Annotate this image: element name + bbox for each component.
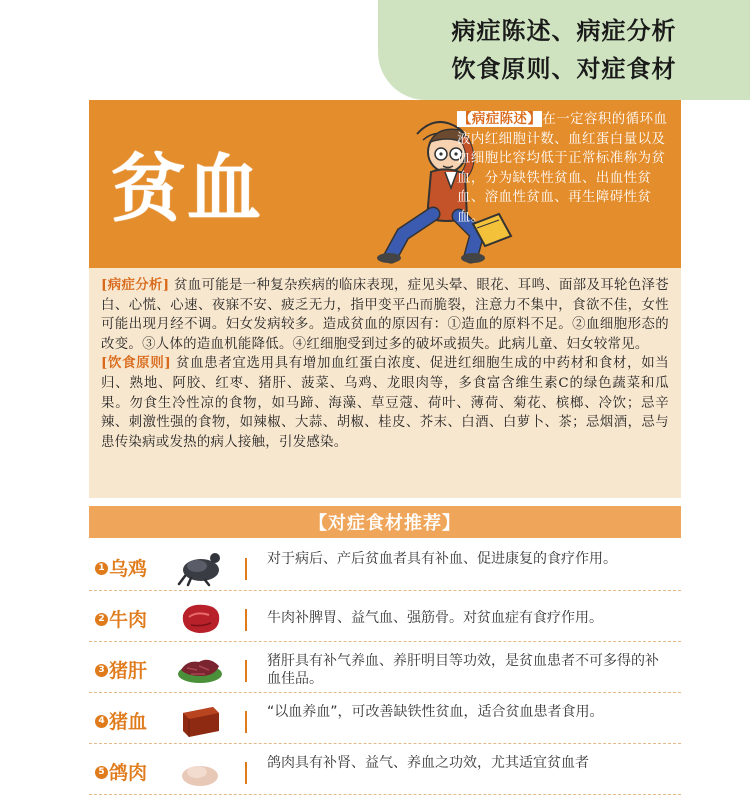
diet-text: 贫血患者宜选用具有增加血红蛋白浓度、促进红细胞生成的中药材和食材，如当归、熟地、阿胶、红枣、猪肝、菠菜、乌鸡、龙眼肉等，多食富含维生素C的绿色蔬菜和瓜果。勿食生冷性凉的食物，如马蹄、海藻、草豆蔻、荷叶、薄荷、菊花、槟榔、冷饮；忌辛辣、刺激性强的食物，如辣椒、大蒜、胡椒、桂皮、芥末、白酒、白萝卜、茶；忌烟酒，忌与患传染病或发热的病人接触，引发感染。 <box>101 356 669 450</box>
food-name: 猪血 <box>109 711 148 733</box>
divider <box>245 762 247 784</box>
food-name: 牛肉 <box>109 609 148 631</box>
pork-liver-icon <box>175 648 225 688</box>
item-number: 1 <box>95 562 108 575</box>
recommend-section-title: 【对症食材推荐】 <box>89 506 681 538</box>
divider <box>245 660 247 682</box>
item-number: 5 <box>95 766 108 779</box>
analysis-text: 贫血可能是一种复杂疾病的临床表现，症见头晕、眼花、耳鸣、面部及耳轮色泽苍白、心慌、心速、夜寐不安、疲乏无力，指甲变平凸而脆裂，注意力不集中，食欲不佳，女性可能出现月经不调。妇女发病较多。造成贫血的原因有：①造血的原料不足。②血细胞形态的改变。③人体的造血机能降低。④红细胞受到过多的破坏或损失。此病儿童、妇女较常见。 <box>101 278 669 352</box>
header-badge <box>378 0 750 100</box>
list-item <box>89 693 681 744</box>
page-title: 贫血 <box>111 146 263 232</box>
analysis-tag: [病症分析] <box>101 277 170 293</box>
food-description: 猪肝具有补气养血、养肝明目等功效，是贫血患者不可多得的补血佳品。 <box>267 653 659 687</box>
diet-paragraph <box>101 354 669 452</box>
item-number: 4 <box>95 715 108 728</box>
beef-icon <box>175 597 225 637</box>
list-item <box>89 540 681 591</box>
food-list <box>89 540 681 795</box>
list-item <box>89 642 681 693</box>
analysis-paragraph <box>101 276 669 354</box>
diet-tag: [饮食原则] <box>101 355 172 372</box>
food-description: 鸽肉具有补肾、益气、养血之功效，尤其适宜贫血者 <box>267 755 589 771</box>
list-item <box>89 744 681 795</box>
divider <box>245 711 247 733</box>
pigeon-icon <box>175 750 225 790</box>
pig-blood-icon <box>175 699 225 739</box>
list-item <box>89 591 681 642</box>
black-chicken-icon <box>175 546 225 586</box>
food-name: 猪肝 <box>109 660 148 682</box>
divider <box>245 609 247 631</box>
food-description: “以血养血”，可改善缺铁性贫血，适合贫血患者食用。 <box>267 704 604 720</box>
food-name: 乌鸡 <box>109 558 148 580</box>
condition-description <box>457 110 675 227</box>
item-number: 3 <box>95 664 108 677</box>
badge-line-1: 病症陈述、病症分析 <box>451 16 677 45</box>
badge-line-2: 饮食原则、对症食材 <box>451 54 677 83</box>
divider <box>245 558 247 580</box>
description-tag: 【病症陈述】 <box>458 111 542 127</box>
food-name: 鸽肉 <box>109 762 148 784</box>
hero-panel <box>89 100 681 268</box>
item-number: 2 <box>95 613 108 626</box>
description-text: 在一定容积的循环血液内红细胞计数、血红蛋白量以及血细胞比容均低于正常标准称为贫血，分为缺铁性贫血、出血性贫血、溶血性贫血、再生障碍性贫血。 <box>457 112 668 225</box>
food-description: 对于病后、产后贫血者具有补血、促进康复的食疗作用。 <box>267 551 617 567</box>
food-description: 牛肉补脾胃、益气血、强筋骨。对贫血症有食疗作用。 <box>267 610 603 626</box>
analysis-panel <box>89 268 681 498</box>
